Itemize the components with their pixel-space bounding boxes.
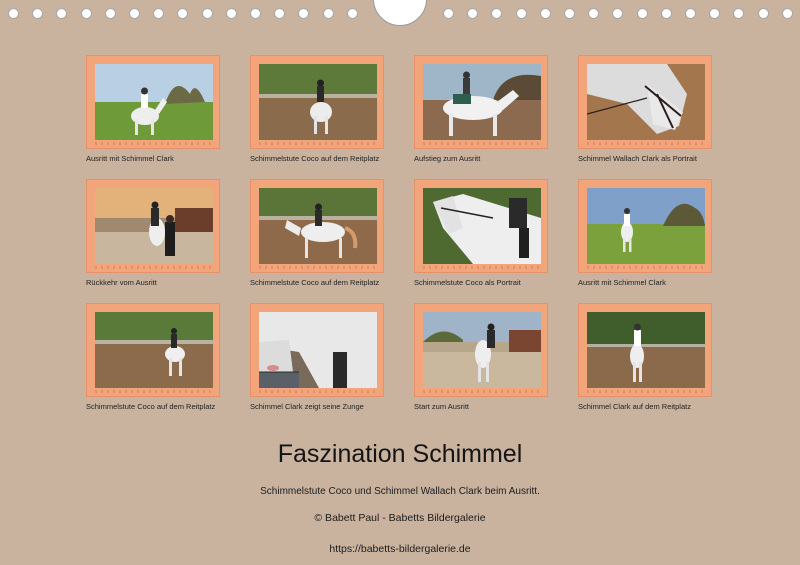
calendar-subtitle: Schimmelstute Coco und Schimmel Wallach Clark beim Ausritt. [260,486,540,497]
binding-hole [274,8,285,19]
photo-grid [86,55,726,415]
photo-caption: Schimmelstute Coco auf dem Reitplatz [250,278,380,287]
photo-caption: Aufstieg zum Ausritt [414,154,481,163]
photo-frame [414,55,548,149]
binding-hole [661,8,672,19]
photo-card [86,55,222,167]
photo-coco-reitplatz [95,312,213,388]
binding-hole [105,8,116,19]
photo-aufstieg [423,64,541,140]
photo-caption: Schimmel Wallach Clark als Portrait [578,154,697,163]
photo-frame [414,303,548,397]
photo-card [578,179,714,291]
photo-card [414,303,550,415]
photo-frame [578,179,712,273]
photo-card [250,55,386,167]
photo-card [86,303,222,415]
frame-decoration [587,266,705,269]
photo-coco-reitplatz [259,188,377,264]
photo-ausritt-clark [95,64,213,140]
photo-frame [250,55,384,149]
frame-decoration [259,266,377,269]
binding-hole [758,8,769,19]
photo-caption: Schimmelstute Coco als Portrait [414,278,521,287]
calendar-title: Faszination Schimmel [277,440,523,468]
binding-hole [733,8,744,19]
photo-frame [86,179,220,273]
binding-hole [298,8,309,19]
photo-frame [578,55,712,149]
photo-frame [250,179,384,273]
photo-caption: Ausritt mit Schimmel Clark [578,278,666,287]
photo-caption: Schimmelstute Coco auf dem Reitplatz [86,402,216,411]
photo-frame [414,179,548,273]
frame-decoration [423,390,541,393]
frame-decoration [95,390,213,393]
photo-card [250,303,386,415]
binding-hole [202,8,213,19]
photo-frame [578,303,712,397]
photo-card [250,179,386,291]
binding-hole [685,8,696,19]
binding-hole [32,8,43,19]
binding-hole [8,8,19,19]
binding-hole [540,8,551,19]
binding-hole [56,8,67,19]
binding-hole [564,8,575,19]
binding-hole [516,8,527,19]
binding-hole [81,8,92,19]
photo-card [414,179,550,291]
photo-clark-reitplatz [587,312,705,388]
photo-caption: Schimmelstute Coco auf dem Reitplatz [250,154,380,163]
photo-frame [86,303,220,397]
photo-card [414,55,550,167]
binding-hole [226,8,237,19]
photo-card [578,55,714,167]
photo-caption: Schimmel Clark auf dem Reitplatz [578,402,691,411]
frame-decoration [423,142,541,145]
binding-hole [250,8,261,19]
photo-card [86,179,222,291]
frame-decoration [587,390,705,393]
frame-decoration [423,266,541,269]
binding-hole [347,8,358,19]
photo-caption: Ausritt mit Schimmel Clark [86,154,174,163]
binding-hole [782,8,793,19]
copyright-credit: © Babett Paul - Babetts Bildergalerie [314,512,486,524]
photo-coco-portrait [423,188,541,264]
binding-hole [588,8,599,19]
photo-frame [86,55,220,149]
photo-caption: Start zum Ausritt [414,402,470,411]
frame-decoration [587,142,705,145]
frame-decoration [259,390,377,393]
binding-hole [177,8,188,19]
binding-hole [129,8,140,19]
website-url: https://babetts-bildergalerie.de [329,543,471,555]
binding-hole [443,8,454,19]
photo-clark-portrait [587,64,705,140]
spiral-binding [0,0,800,30]
binding-hole [153,8,164,19]
frame-decoration [95,266,213,269]
frame-decoration [95,142,213,145]
photo-coco-reitplatz [259,64,377,140]
binding-hole [491,8,502,19]
binding-hole [709,8,720,19]
photo-clark-zunge [259,312,377,388]
binding-hole [612,8,623,19]
photo-card [578,303,714,415]
binding-hole [323,8,334,19]
binding-hole [467,8,478,19]
photo-caption: Schimmel Clark zeigt seine Zunge [250,402,364,411]
photo-rueckkehr [95,188,213,264]
photo-caption: Rückkehr vom Ausritt [86,278,157,287]
frame-decoration [259,142,377,145]
binding-hole [637,8,648,19]
photo-ausritt-clark [587,188,705,264]
calendar-hanger [373,0,427,26]
photo-frame [250,303,384,397]
photo-start-ausritt [423,312,541,388]
